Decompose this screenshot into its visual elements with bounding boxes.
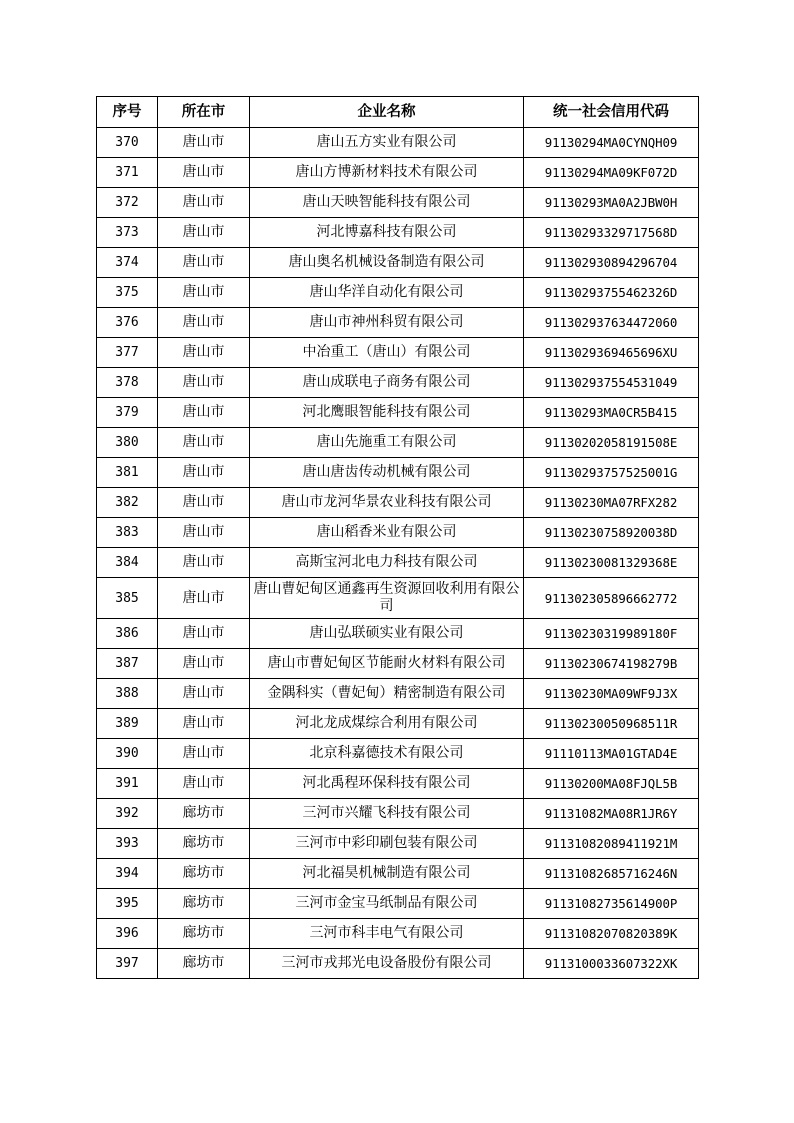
row-city: 唐山市 [158,709,250,739]
table-row [97,428,699,458]
row-city: 唐山市 [158,488,250,518]
row-index: 371 [97,158,158,188]
row-index: 377 [97,338,158,368]
row-credit-code: 91131082685716246N [524,859,699,889]
row-city: 唐山市 [158,248,250,278]
row-index: 375 [97,278,158,308]
document-page [96,96,698,979]
table-row [97,188,699,218]
row-city: 唐山市 [158,278,250,308]
header-city: 所在市 [158,97,250,128]
row-company-name: 唐山先施重工有限公司 [250,428,524,458]
row-company-name: 三河市中彩印刷包装有限公司 [250,829,524,859]
row-city: 唐山市 [158,548,250,578]
row-company-name: 唐山曹妃甸区通鑫再生资源回收利用有限公司 [250,578,524,619]
table-row [97,218,699,248]
row-company-name: 金隅科实（曹妃甸）精密制造有限公司 [250,679,524,709]
row-credit-code: 91130293329717568D [524,218,699,248]
table-row [97,739,699,769]
table-row [97,619,699,649]
row-company-name: 唐山唐齿传动机械有限公司 [250,458,524,488]
row-company-name: 中冶重工（唐山）有限公司 [250,338,524,368]
row-city: 唐山市 [158,679,250,709]
row-company-name: 唐山稻香米业有限公司 [250,518,524,548]
table-row [97,248,699,278]
row-company-name: 唐山弘联硕实业有限公司 [250,619,524,649]
table-row [97,649,699,679]
row-index: 380 [97,428,158,458]
row-city: 唐山市 [158,188,250,218]
row-company-name: 河北禹程环保科技有限公司 [250,769,524,799]
row-credit-code: 91110113MA01GTAD4E [524,739,699,769]
row-index: 389 [97,709,158,739]
row-credit-code: 91131082070820389K [524,919,699,949]
table-row [97,829,699,859]
table-row [97,919,699,949]
row-city: 唐山市 [158,739,250,769]
row-city: 唐山市 [158,769,250,799]
row-index: 390 [97,739,158,769]
table-row [97,548,699,578]
table-row [97,458,699,488]
row-city: 唐山市 [158,619,250,649]
row-index: 378 [97,368,158,398]
row-city: 廊坊市 [158,859,250,889]
row-credit-code: 91130293MA0CR5B415 [524,398,699,428]
table-body [97,128,699,979]
row-credit-code: 91130202058191508E [524,428,699,458]
row-credit-code: 911302305896662772 [524,578,699,619]
row-city: 廊坊市 [158,799,250,829]
row-company-name: 河北博嘉科技有限公司 [250,218,524,248]
table-row [97,769,699,799]
row-company-name: 唐山方博新材料技术有限公司 [250,158,524,188]
row-city: 唐山市 [158,518,250,548]
row-index: 392 [97,799,158,829]
table-row [97,799,699,829]
table-row [97,709,699,739]
table-header-row [97,97,699,128]
row-credit-code: 91130293757525001G [524,458,699,488]
row-city: 唐山市 [158,338,250,368]
table-row [97,859,699,889]
row-city: 唐山市 [158,218,250,248]
row-index: 396 [97,919,158,949]
row-index: 393 [97,829,158,859]
row-city: 唐山市 [158,649,250,679]
row-credit-code: 91130294MA0CYNQH09 [524,128,699,158]
table-row [97,308,699,338]
table-row [97,488,699,518]
table-row [97,368,699,398]
row-city: 唐山市 [158,158,250,188]
enterprise-table [96,96,699,979]
row-company-name: 三河市戎邦光电设备股份有限公司 [250,949,524,979]
row-company-name: 唐山天映智能科技有限公司 [250,188,524,218]
row-index: 374 [97,248,158,278]
row-credit-code: 9113100033607322XK [524,949,699,979]
row-credit-code: 91130230081329368E [524,548,699,578]
row-company-name: 河北福昊机械制造有限公司 [250,859,524,889]
row-index: 376 [97,308,158,338]
table-row [97,338,699,368]
row-city: 唐山市 [158,578,250,619]
row-credit-code: 91130230MA09WF9J3X [524,679,699,709]
table-row [97,578,699,619]
row-city: 唐山市 [158,368,250,398]
row-credit-code: 911302937554531049 [524,368,699,398]
row-company-name: 唐山市曹妃甸区节能耐火材料有限公司 [250,649,524,679]
row-index: 381 [97,458,158,488]
row-city: 唐山市 [158,398,250,428]
row-credit-code: 91131082735614900P [524,889,699,919]
row-city: 廊坊市 [158,889,250,919]
table-row [97,679,699,709]
row-company-name: 唐山华洋自动化有限公司 [250,278,524,308]
header-code: 统一社会信用代码 [524,97,699,128]
row-index: 388 [97,679,158,709]
row-company-name: 北京科嘉德技术有限公司 [250,739,524,769]
row-index: 391 [97,769,158,799]
row-index: 384 [97,548,158,578]
row-company-name: 三河市兴耀飞科技有限公司 [250,799,524,829]
row-city: 唐山市 [158,128,250,158]
row-credit-code: 91130230758920038D [524,518,699,548]
row-credit-code: 91130230050968511R [524,709,699,739]
row-index: 397 [97,949,158,979]
row-credit-code: 91130200MA08FJQL5B [524,769,699,799]
row-index: 395 [97,889,158,919]
header-company: 企业名称 [250,97,524,128]
row-company-name: 唐山市龙河华景农业科技有限公司 [250,488,524,518]
row-index: 373 [97,218,158,248]
table-row [97,158,699,188]
row-credit-code: 91130230674198279B [524,649,699,679]
row-company-name: 唐山市神州科贸有限公司 [250,308,524,338]
row-index: 379 [97,398,158,428]
row-index: 370 [97,128,158,158]
table-row [97,518,699,548]
table-row [97,398,699,428]
row-city: 廊坊市 [158,919,250,949]
row-index: 382 [97,488,158,518]
row-company-name: 高斯宝河北电力科技有限公司 [250,548,524,578]
row-index: 387 [97,649,158,679]
row-credit-code: 91130293755462326D [524,278,699,308]
table-row [97,949,699,979]
row-city: 廊坊市 [158,949,250,979]
row-credit-code: 91131082089411921M [524,829,699,859]
table-row [97,889,699,919]
row-credit-code: 9113029369465696XU [524,338,699,368]
row-credit-code: 91130230319989180F [524,619,699,649]
row-company-name: 唐山奥名机械设备制造有限公司 [250,248,524,278]
table-row [97,278,699,308]
row-city: 唐山市 [158,458,250,488]
row-index: 386 [97,619,158,649]
row-city: 廊坊市 [158,829,250,859]
row-index: 383 [97,518,158,548]
row-company-name: 河北龙成煤综合利用有限公司 [250,709,524,739]
table-row [97,128,699,158]
row-city: 唐山市 [158,308,250,338]
header-index: 序号 [97,97,158,128]
row-index: 385 [97,578,158,619]
row-company-name: 河北鹰眼智能科技有限公司 [250,398,524,428]
row-credit-code: 91130293MA0A2JBW0H [524,188,699,218]
row-credit-code: 911302930894296704 [524,248,699,278]
row-company-name: 三河市科丰电气有限公司 [250,919,524,949]
row-company-name: 唐山成联电子商务有限公司 [250,368,524,398]
row-credit-code: 91130230MA07RFX282 [524,488,699,518]
row-company-name: 三河市金宝马纸制品有限公司 [250,889,524,919]
row-index: 394 [97,859,158,889]
row-credit-code: 911302937634472060 [524,308,699,338]
row-index: 372 [97,188,158,218]
row-credit-code: 91130294MA09KF072D [524,158,699,188]
row-credit-code: 91131082MA08R1JR6Y [524,799,699,829]
row-city: 唐山市 [158,428,250,458]
row-company-name: 唐山五方实业有限公司 [250,128,524,158]
